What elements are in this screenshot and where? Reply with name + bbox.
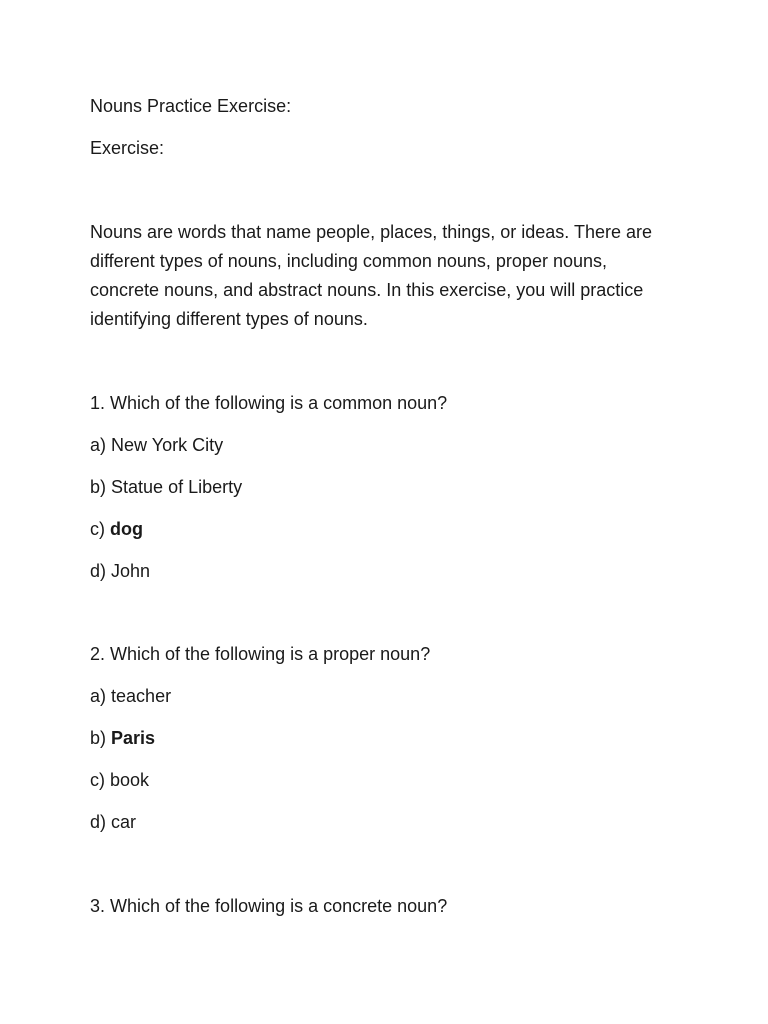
option-text: John: [111, 561, 151, 581]
question-1-option-c: [90, 515, 143, 544]
option-text: book: [110, 770, 150, 790]
exercise-label: Exercise:: [90, 138, 165, 158]
option-letter: c): [90, 770, 105, 790]
option-letter: b): [90, 728, 107, 748]
question-1-option-a: [90, 431, 223, 460]
question-2-option-d: [90, 808, 136, 837]
option-letter: a): [90, 686, 107, 706]
document-title: Nouns Practice Exercise:: [90, 96, 292, 116]
option-letter: c): [90, 519, 105, 539]
option-letter: d): [90, 561, 107, 581]
intro-paragraph: Nouns are words that name people, places, things, or ideas. There are different types of nouns, including common nouns, proper nouns, concrete nouns, and abstract nouns. In this exercise, you will practice identifying different types of nouns.: [90, 222, 652, 329]
option-text: Statue of Liberty: [111, 477, 243, 497]
option-text: New York City: [111, 435, 224, 455]
option-text: car: [111, 812, 137, 832]
question-1-prompt: 1. Which of the following is a common noun?: [90, 393, 448, 413]
question-1-option-d: [90, 557, 150, 586]
option-letter: d): [90, 812, 107, 832]
question-2-option-b: [90, 724, 155, 753]
option-text-answer: dog: [110, 519, 144, 539]
question-3-prompt: 3. Which of the following is a concrete noun?: [90, 896, 448, 916]
question-2-option-c: [90, 766, 149, 795]
option-text: teacher: [111, 686, 172, 706]
option-text-answer: Paris: [111, 728, 156, 748]
option-letter: b): [90, 477, 107, 497]
question-2-option-a: [90, 682, 171, 711]
option-letter: a): [90, 435, 107, 455]
question-1-option-b: [90, 473, 242, 502]
question-2-prompt: 2. Which of the following is a proper noun?: [90, 644, 431, 664]
